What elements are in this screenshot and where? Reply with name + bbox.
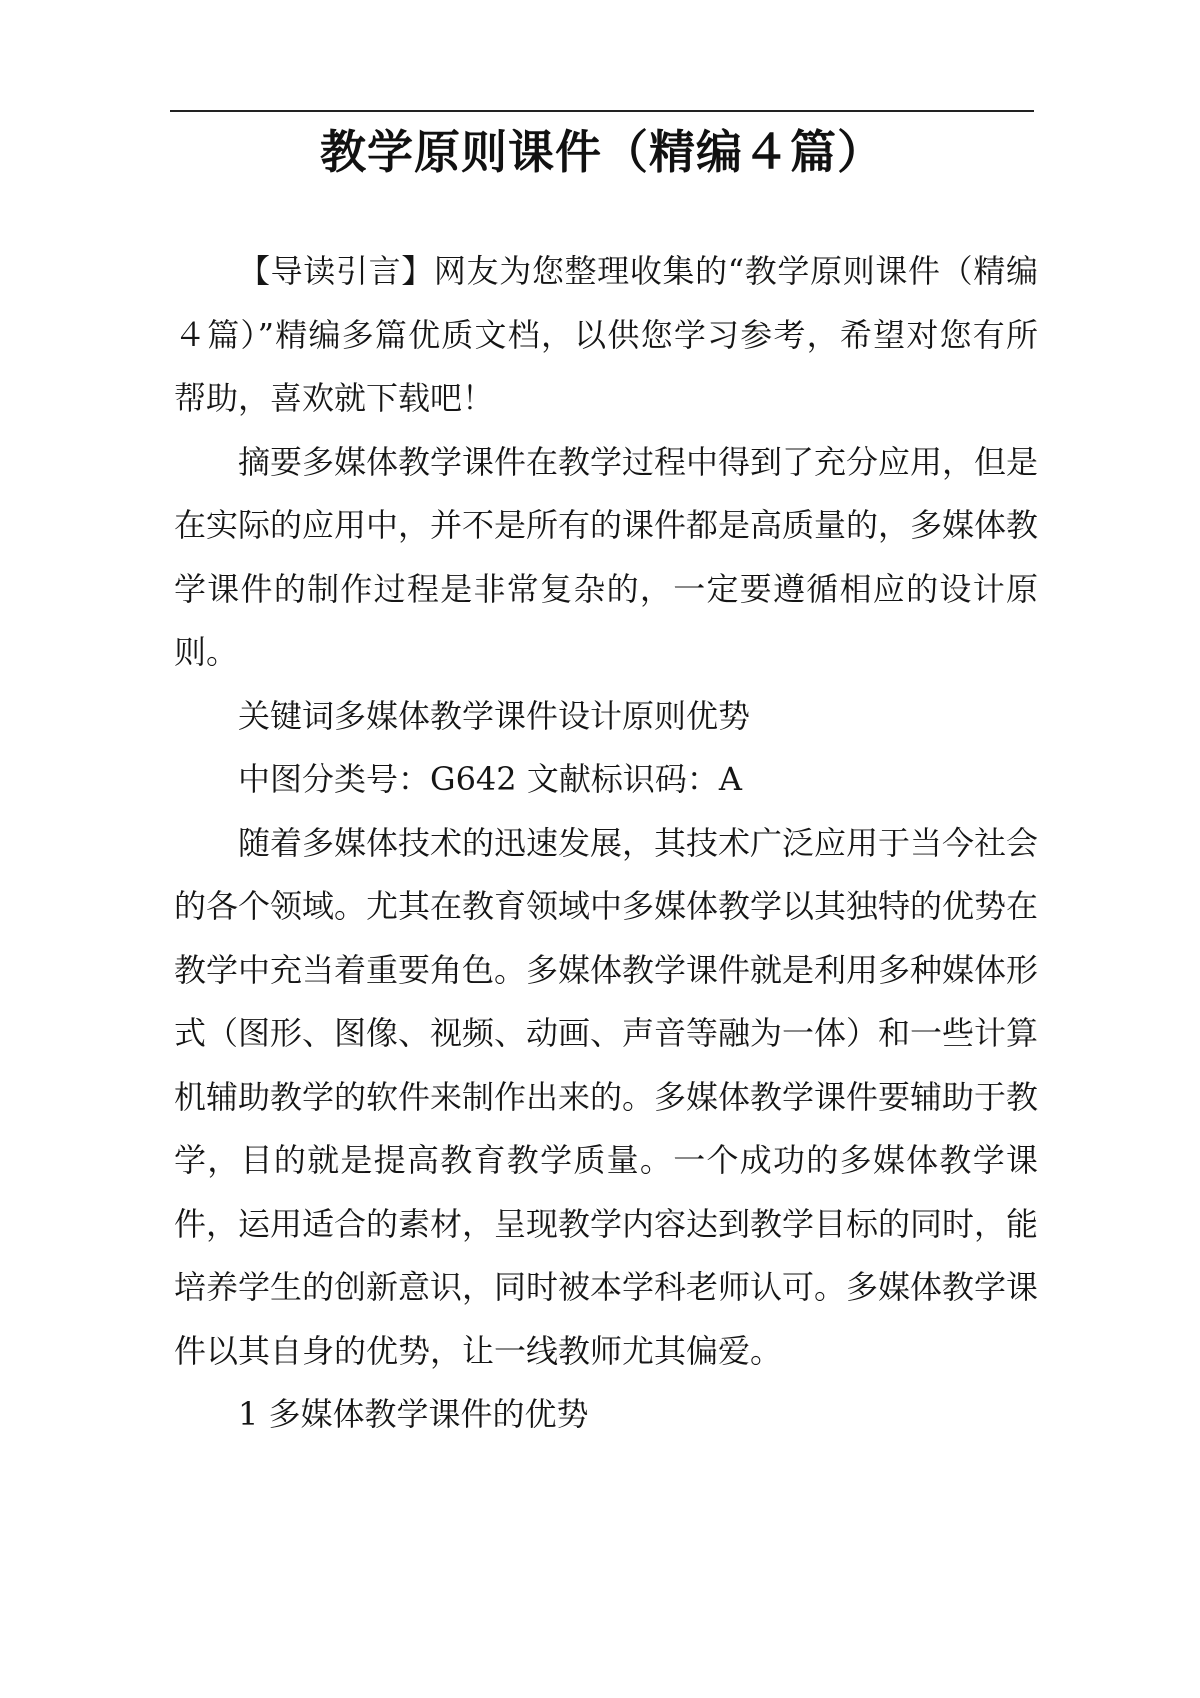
classification-line: 中图分类号：G642 文献标识码：A (238, 760, 742, 798)
body-paragraph: 随着多媒体技术的迅速发展，其技术广泛应用于当今社会的各个领域。尤其在教育领域中多媒体教学以其独特的优势在教学中充当着重要角色。多媒体教学课件就是利用多种媒体形式（图形、图像、视频、动画、声音等融为一体）和一些计算机辅助教学的软件来制作出来的。多媒体教学课件要辅助于教学，目的就是提高教育教学质量。一个成功的多媒体教学课件，运用适合的素材，呈现教学内容达到教学目标的同时，能培养学生的创新意识，同时被本学科老师认可。多媒体教学课件以其自身的优势，让一线教师尤其偏爱。 (174, 823, 1039, 1370)
document-body (174, 240, 1038, 1447)
document-title: 教学原则课件（精编４篇） (320, 125, 884, 179)
intro-paragraph: 【导读引言】网友为您整理收集的“教学原则课件（精编４篇）”精编多篇优质文档，以供您学习参考，希望对您有所帮助，喜欢就下载吧！ (174, 252, 1038, 417)
abstract-paragraph: 摘要多媒体教学课件在教学过程中得到了充分应用，但是在实际的应用中，并不是所有的课件都是高质量的，多媒体教学课件的制作过程是非常复杂的，一定要遵循相应的设计原则。 (174, 442, 1039, 671)
section-heading: 1 多媒体教学课件的优势 (238, 1395, 589, 1433)
keywords-line: 关键词多媒体教学课件设计原则优势 (238, 696, 751, 735)
header-rule (170, 110, 1034, 112)
